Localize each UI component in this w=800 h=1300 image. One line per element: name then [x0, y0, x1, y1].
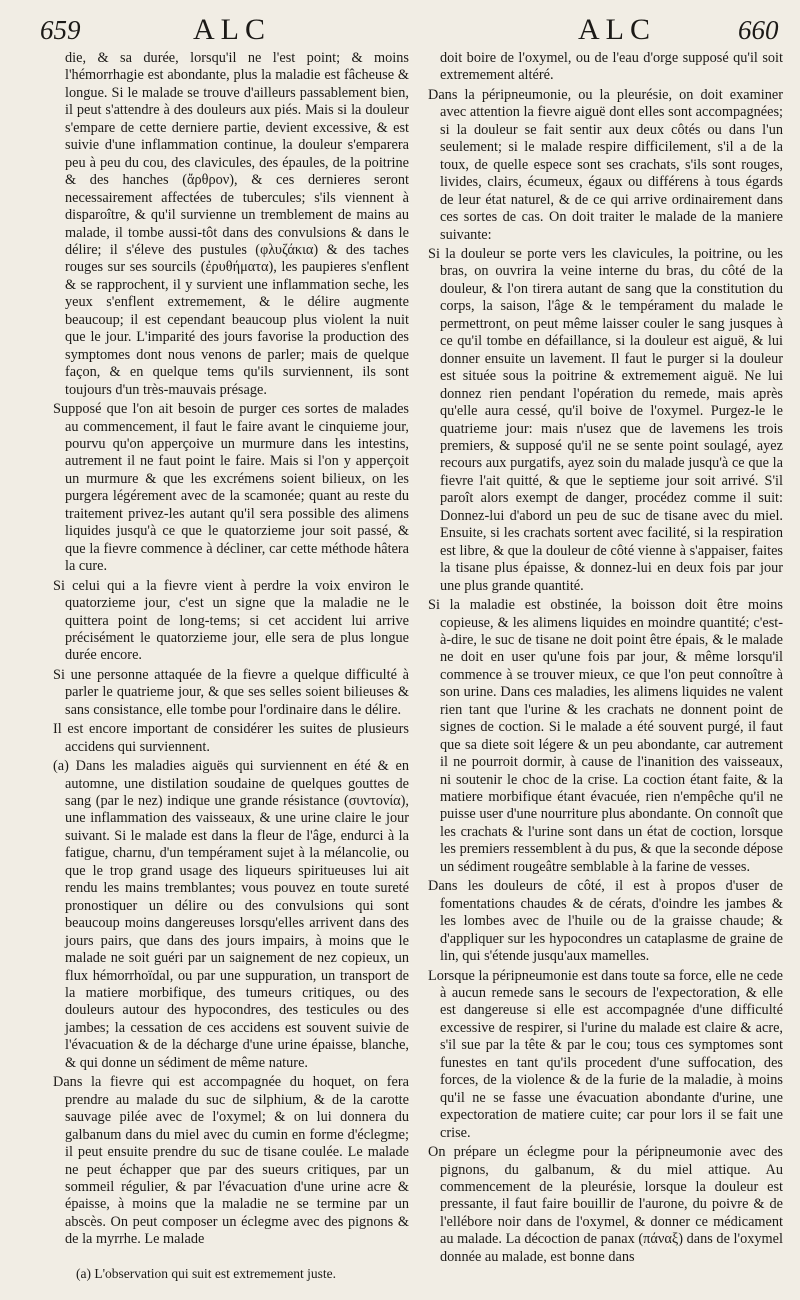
running-head-left: ALC [193, 13, 271, 46]
paragraph: Lorsque la péripneumonie est dans toute sa force, elle ne cede à aucun remede sans le secours de l'expectoration, & elle est dangereuse si elle est accompagnée d'une difficulté excessive de respirer, si l'urine du malade est claire & acre, s'il sue par la tête & par le cou; tous ces symptomes sont funestes en tant qu'ils procedent d'une suffocation, des forces, de la violence & de la furie de la maladie, à moins qu'il ne se fasse une évacuation abondante d'urine, une expectoration de matiere cuite; car pour lors il se fait une crise. [428, 967, 783, 1141]
left-column [53, 50, 409, 1272]
right-column [428, 50, 783, 1272]
footnote: (a) L'observation qui suit est extremement juste. [76, 1266, 336, 1281]
paragraph: Dans la péripneumonie, ou la pleurésie, on doit examiner avec attention la fievre aiguë dont elles sont accompagnées; si la douleur se fait sentir aux deux côtés ou dans l'un seulement; si le malade respire difficilement, s'il a de la toux, de quelle espece sont ses crachats, s'ils sont rouges, livides, clairs, écumeux, égaux ou différens à tous égards de leur état naturel, & de ce qui arrive ordinairement dans ces sortes de cas. On doit traiter le malade de la maniere suivante: [428, 86, 783, 243]
paragraph: (a) Dans les maladies aiguës qui surviennent en été & en automne, une distilation soudaine de quelques gouttes de sang (par le nez) indique une grande résistance (συντονία), une inflammation des vaisseaux, & une urine claire le jour suivant. Si le malade est dans la fleur de l'âge, endurci à la fatigue, charnu, d'un tempérament sujet à la mélancolie, ou que le trop grand usage des liqueurs spiritueuses lui ait rendu les mains tremblantes; vous pouvez en toute sureté pronostiquer un délire ou des convulsions qui sont beaucoup moins dangereuses lorsqu'elles arrivent dans des jours pairs, que dans des jours impairs, à moins que le malade ne soit guéri par un saignement de nez copieux, un flux hémorrhoïdal, ou par une suppuration, un transport de la matiere morbifique, des tumeurs critiques, ou des douleurs autour des hypocondres, des testicules ou des jambes; la cessation de ces accidens est souvent suivie de l'évacuation & de la décharge d'une urine épaisse, blanche, & qui donne un sédiment de même nature. [53, 758, 409, 1071]
paragraph: Si la maladie est obstinée, la boisson doit être moins copieuse, & les alimens liquides en moindre quantité; c'est-à-dire, le suc de tisane ne doit point être épais, & le malade ne doit en user qu'une fois par jour, & même lorsqu'il commence à se trouver mieux, ce que l'on peut connoître à son urine. Dans ces maladies, les alimens liquides ne valent rien tant que l'urine & les crachats ne donnent point de signes de coction. Si le malade a été souvent purgé, il faut que sa diete soit légere & un peu abondante, car autrement il ne pourroit dormir, à cause de l'inanition des vaisseaux, ni soutenir le choc de la crise. La coction étant faite, & la matiere morbifique étant évacuée, rien n'empêche qu'il ne puisse user d'une nourriture plus abondante. On connoît que les crachats & l'urine sont dans un état de coction, lorsque les premiers ressemblent à du pus, & que la seconde dépose un sédiment rougeâtre semblable à la farine de vesses. [428, 597, 783, 875]
paragraph: Supposé que l'on ait besoin de purger ces sortes de malades au commencement, il faut le faire avant le cinquieme jour, pourvu qu'on apperçoive un murmure dans les intestins, autrement il ne faut point le faire. Mais si l'on y apperçoit un murmure & que les excrémens soient bilieux, on les purgera légérement avec de la scamonée; quant au reste du traitement privez-les autant qu'il sera possible des alimens liquides jusqu'à ce que le quatorzieme jour soit passé, & que la fievre commence à décliner, car cette méthode hâtera la cure. [53, 401, 409, 575]
paragraph: doit boire de l'oxymel, ou de l'eau d'orge supposé qu'il soit extremement altéré. [440, 50, 783, 84]
running-head-right: ALC [578, 13, 656, 46]
page-number-right: 660 [738, 15, 779, 45]
paragraph: Si la douleur se porte vers les clavicules, la poitrine, ou les bras, on ouvrira la veine interne du bras, du côté de la douleur, & l'on tirera autant de sang que la constitution du corps, la saison, l'âge & le tempérament du malade le permettront, on peut même laisser couler le sang jusques à ce qu'il tombe en défaillance, si la douleur est aiguë, & lui donner ensuite un lavement. Il faut le purger si la douleur est située sous la poitrine & extremement aiguë. Ne lui donnez rien pendant l'opération du remede, mais après qu'elle aura cessé, qu'il boive de l'oxymel. Purgez-le le quatrieme jour: mais n'usez que de lavemens les trois premiers, & supposé qu'il ne se sente point soulagé, ayez recours aux purgatifs, ayez soin du malade jusqu'à ce que la fievre l'ait quitté, & que le septieme jour soit arrivé. S'il paroît alors exempt de danger, procédez comme il suit: Donnez-lui d'abord un peu de suc de tisane avec du miel. Ensuite, si les crachats sortent avec facilité, si la respiration est libre, & que la douleur de côté vienne à s'appaiser, faites la tisane plus épaisse, & donnez-lui en deux fois par jour une plus grande quantité. [428, 245, 783, 594]
paragraph: Dans la fievre qui est accompagnée du hoquet, on fera prendre au malade du suc de silphium, & de la carotte sauvage pilée avec de l'oxymel; & on lui donnera du galbanum dans du miel avec du cumin en forme d'éclegme; il peut ensuite prendre du suc de tisane coulée. Le malade ne peut échapper que par des sueurs critiques, par un sommeil régulier, & par l'évacuation d'une urine acre & épaisse, à moins que la maladie ne se termine par un abscès. On peut composer un éclegme avec des pignons & de la myrrhe. Le malade [53, 1074, 409, 1248]
page-number-left: 659 [40, 15, 81, 45]
paragraph: On prépare un éclegme pour la péripneumonie avec des pignons, du galbanum, & du miel attique. Au commencement de la pleurésie, lorsque la douleur est pressante, il faut faire bouillir de l'aurone, du poivre & de l'ellébore noir dans de l'oxymel, & donner ce médicament au malade. La décoction de panax (πάναξ) dans de l'oxymel donnée au malade, est bonne dans [428, 1144, 783, 1265]
paragraph: Dans les douleurs de côté, il est à propos d'user de fomentations chaudes & de cérats, d'oindre les jambes & les lombes avec de l'huile ou de la graisse chaude; & d'appliquer sur les hypocondres un cataplasme de graine de lin, qui s'étende jusqu'aux mamelles. [428, 878, 783, 965]
paragraph: Si celui qui a la fievre vient à perdre la voix environ le quatorzieme jour, c'est un signe que la maladie ne le quittera point de long-tems; si cet accident lui arrive précisément le quatorzieme jour, elle sera de plus longue durée encore. [53, 577, 409, 664]
paragraph: die, & sa durée, lorsqu'il ne l'est point; & moins l'hémorrhagie est abondante, plus la maladie est fâcheuse & longue. Si le malade se trouve d'ailleurs passablement bien, il peut s'attendre à des douleurs aux piés. Mais si la douleur s'empare de cette derniere partie, devient excessive, & est suivie d'une inflammation continue, la douleur s'emparera peu à peu du cou, des clavicules, des épaules, de la poitrine & des hanches (ἄρθρον), & ces dernieres seront necessairement affectées de tubercules; s'ils viennent à disparoître, & qu'il survienne un tremblement de mains au malade, il tombe aussi-tôt dans des convulsions & dans le délire; il s'éleve des pustules (φλυζάκια) & des taches rouges sur ses sourcils (ἐρυθήματα), les paupieres s'enflent & se rapprochent, il y survient une inflammation seche, les yeux s'enflent extremement, & le délire augmente beaucoup; il est cependant beaucoup plus violent la nuit que le jour. L'imparité des jours favorise la production des symptomes dont nous venons de parler; mais de quelque façon, & en quelque tems qu'ils surviennent, ils sont toujours d'un très-mauvais présage. [65, 50, 409, 398]
paragraph: Si une personne attaquée de la fievre a quelque difficulté à parler le quatrieme jour, & que ses selles soient bilieuses & sans consistance, elle tombe pour l'ordinaire dans le délire. [53, 666, 409, 718]
paragraph: Il est encore important de considérer les suites de plusieurs accidens qui surviennent. [53, 721, 409, 755]
